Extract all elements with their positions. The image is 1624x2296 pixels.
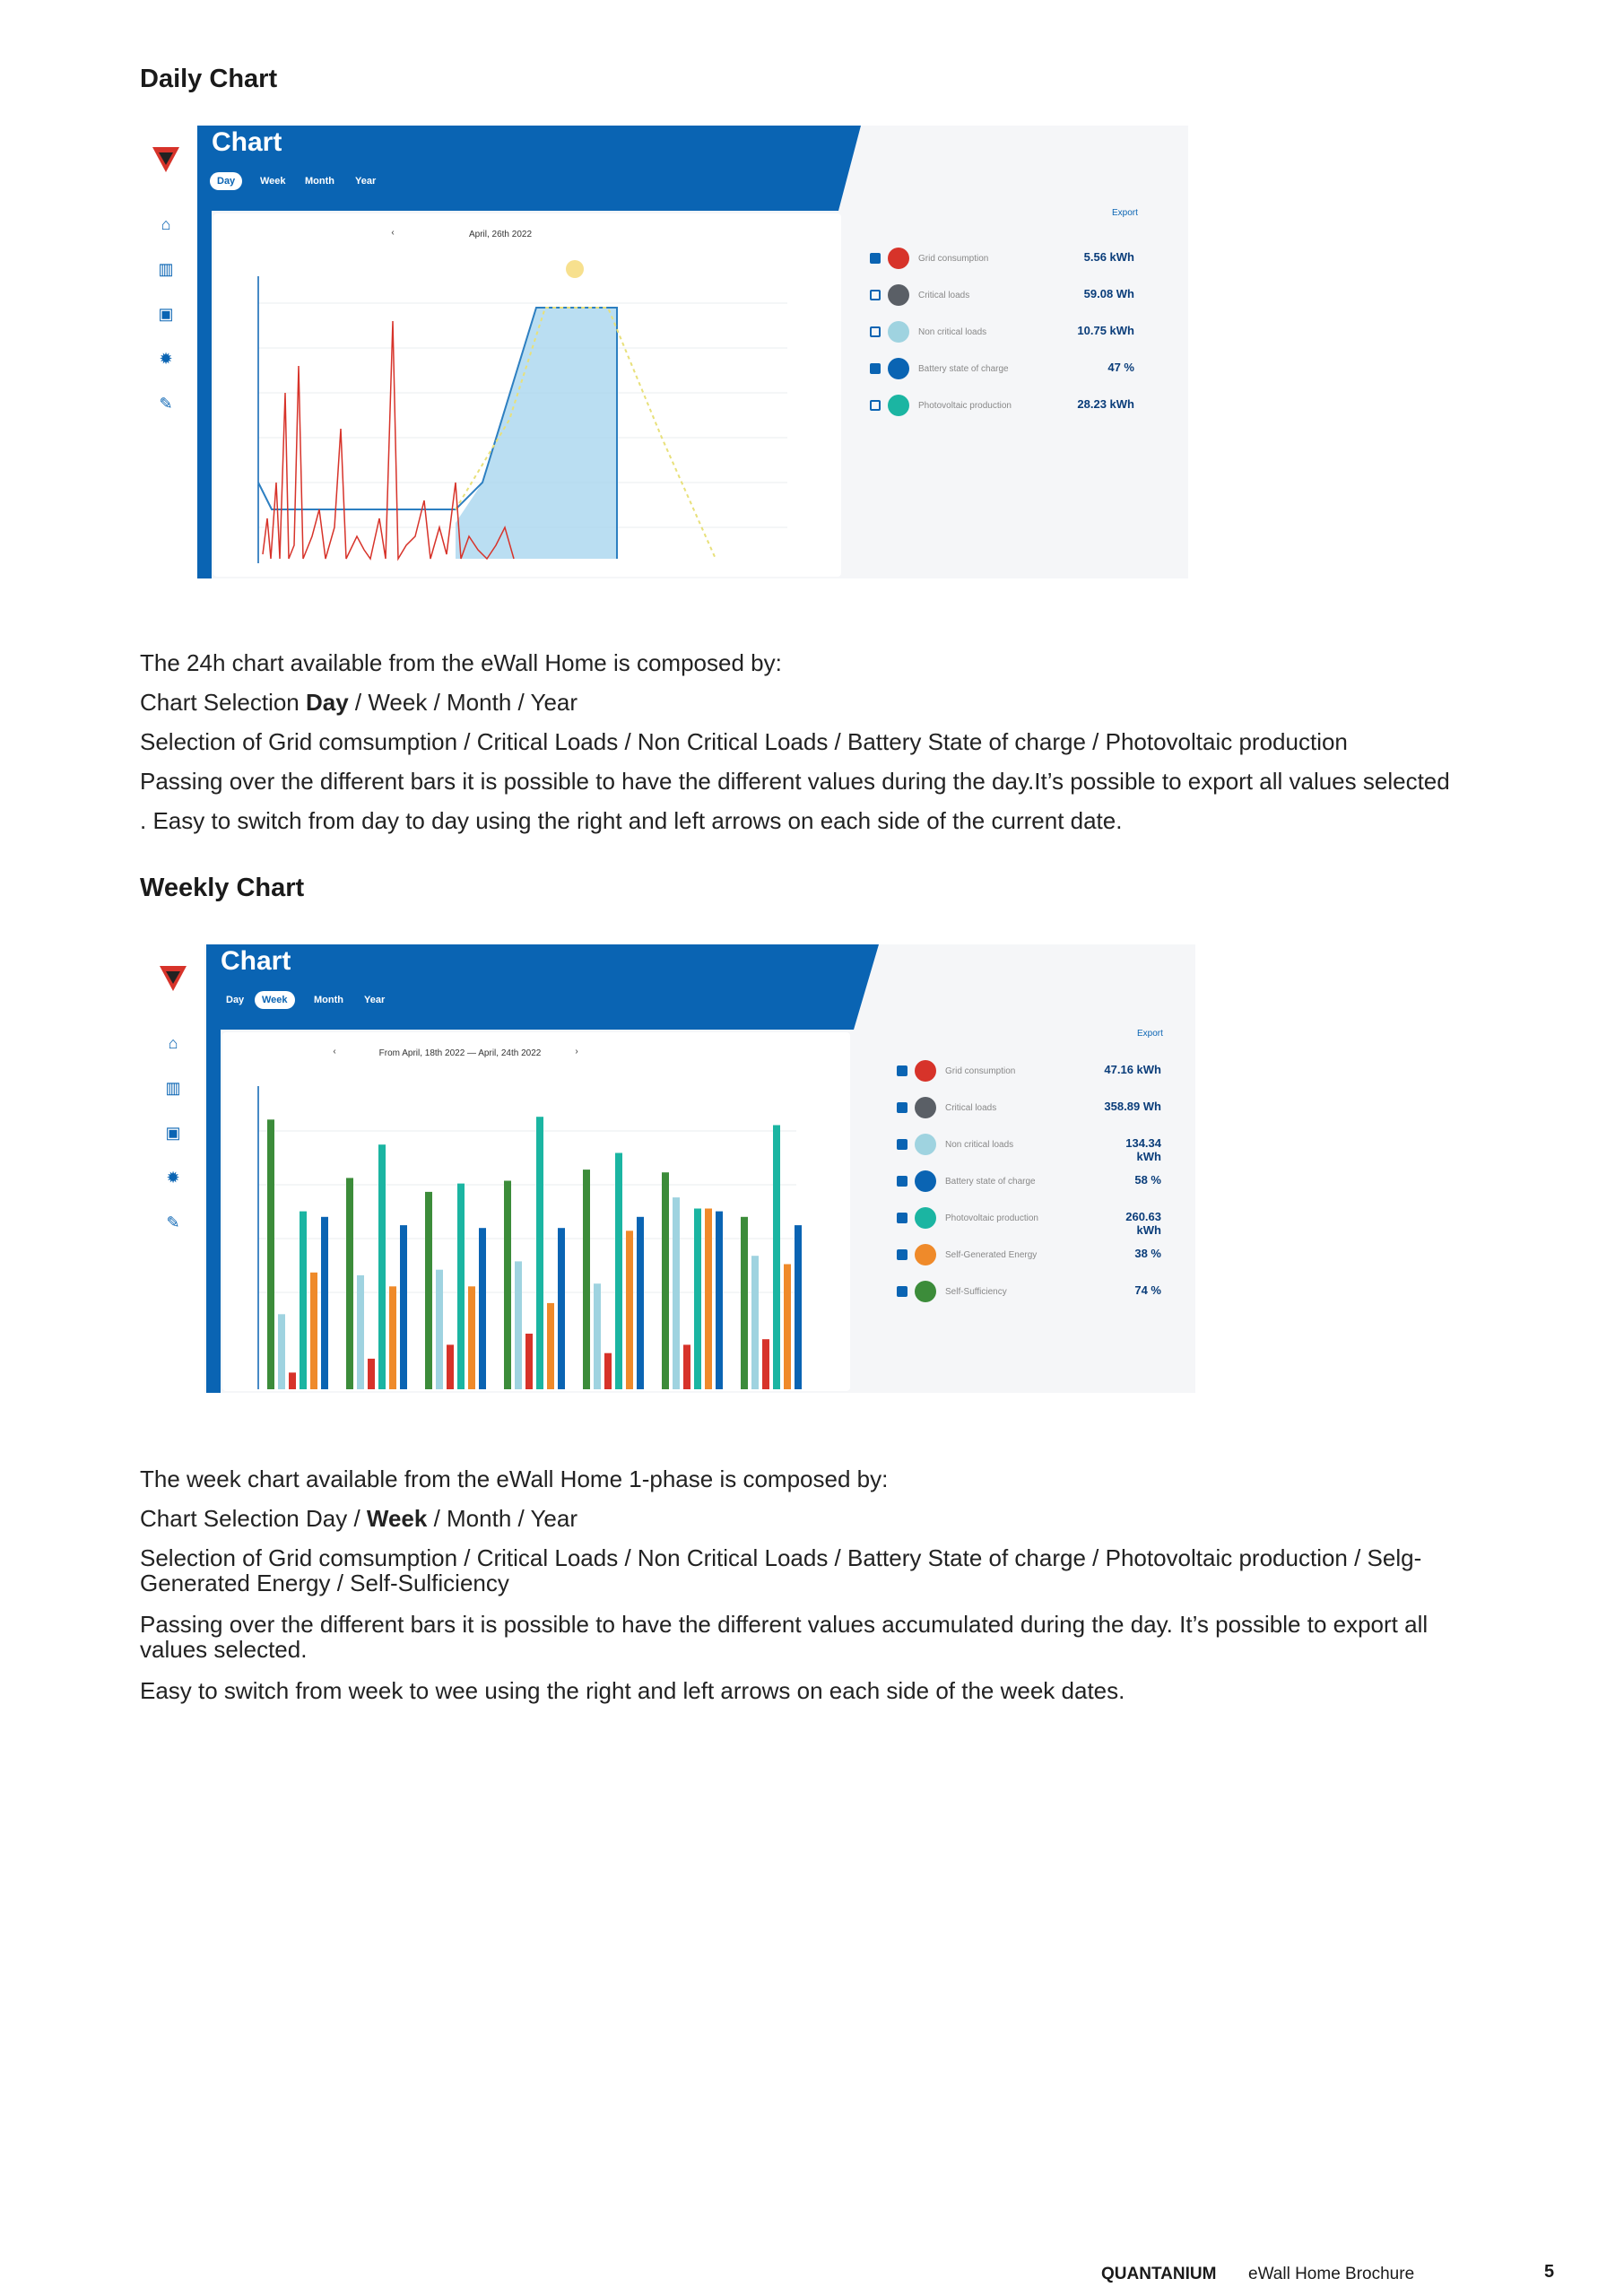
prev-week-arrow[interactable]: ‹: [333, 1047, 336, 1057]
calendar-icon[interactable]: ▣: [165, 1124, 181, 1142]
legend-series-icon: [915, 1281, 936, 1302]
bar[interactable]: [784, 1265, 791, 1390]
bar[interactable]: [400, 1225, 407, 1389]
legend-checkbox[interactable]: [897, 1286, 908, 1297]
daily-intro: The 24h chart available from the eWall Home is composed by:: [140, 649, 782, 676]
weekly-chart-heading: Weekly Chart: [140, 874, 305, 902]
legend-checkbox[interactable]: [870, 290, 881, 300]
battery-area: [456, 308, 617, 559]
legend-series-icon: [888, 321, 909, 343]
footer-title: eWall Home Brochure: [1248, 2265, 1415, 2283]
bar[interactable]: [683, 1344, 690, 1389]
legend-checkbox[interactable]: [870, 326, 881, 337]
legend-value: 10.75 kWh: [1077, 324, 1134, 337]
legend-label: Critical loads: [945, 1102, 997, 1113]
legend-series-icon: [888, 248, 909, 269]
legend-value: 47 %: [1107, 361, 1134, 374]
bar[interactable]: [479, 1228, 486, 1389]
daily-selection-types: Selection of Grid comsumption / Critical Loads / Non Critical Loads / Battery State of charge / Photovoltaic production: [140, 728, 1348, 755]
legend-value: 58 %: [1134, 1173, 1161, 1187]
legend-series-icon: [915, 1060, 936, 1082]
legend-value: 358.89 Wh: [1104, 1100, 1161, 1113]
bar[interactable]: [626, 1231, 633, 1389]
legend-item[interactable]: [870, 283, 1098, 307]
bar[interactable]: [795, 1225, 802, 1389]
legend-item[interactable]: [870, 247, 1098, 270]
screen-title: Chart: [221, 946, 291, 976]
bar[interactable]: [289, 1372, 296, 1389]
tab-week[interactable]: Week: [255, 991, 295, 1009]
daily-passing: Passing over the different bars it is possible to have the different values during the day.It’s possible to export all values selected: [140, 768, 1450, 795]
legend-label: Non critical loads: [945, 1139, 1014, 1150]
daily-selection-line: Chart Selection Day / Week / Month / Year: [140, 689, 578, 716]
weekly-plot-area: [222, 1032, 850, 1391]
bar[interactable]: [662, 1172, 669, 1389]
tab-day[interactable]: Day: [226, 995, 245, 1005]
tab-day[interactable]: Day: [210, 172, 242, 190]
sidebar: [142, 944, 204, 1393]
legend-checkbox[interactable]: [897, 1102, 908, 1113]
bar[interactable]: [705, 1209, 712, 1390]
bar[interactable]: [773, 1126, 780, 1390]
bar[interactable]: [762, 1339, 769, 1389]
weekly-selection-line: Chart Selection Day / Week / Month / Year: [140, 1505, 578, 1532]
tab-year[interactable]: Year: [355, 176, 377, 187]
legend-item[interactable]: [897, 1096, 1125, 1119]
bar[interactable]: [716, 1212, 723, 1389]
home-icon[interactable]: ⌂: [161, 215, 171, 233]
prev-day-arrow[interactable]: ‹: [391, 228, 395, 238]
bar[interactable]: [547, 1303, 554, 1389]
weekly-selection-types: Selection of Grid comsumption / Critical Loads / Non Critical Loads / Battery State of charge / Photovoltaic production / Selg-Generated Energy / Self-Sulficiency: [140, 1544, 1422, 1596]
bar[interactable]: [694, 1209, 701, 1390]
legend-item[interactable]: [870, 357, 1098, 380]
tools-icon[interactable]: ✎: [166, 1213, 180, 1231]
legend-value: 134.34 kWh: [1125, 1136, 1161, 1163]
bar[interactable]: [515, 1261, 522, 1389]
legend-label: Grid consumption: [945, 1065, 1016, 1076]
legend-series-icon: [915, 1244, 936, 1265]
legend-series-icon: [915, 1207, 936, 1229]
bar[interactable]: [368, 1359, 375, 1389]
week-range[interactable]: From April, 18th 2022 — April, 24th 2022: [378, 1048, 542, 1058]
legend-checkbox[interactable]: [870, 253, 881, 264]
next-week-arrow[interactable]: ›: [575, 1047, 578, 1057]
export-button[interactable]: Export: [1112, 208, 1138, 218]
bar[interactable]: [583, 1170, 590, 1389]
bar[interactable]: [457, 1184, 465, 1389]
legend-checkbox[interactable]: [897, 1213, 908, 1223]
bar[interactable]: [278, 1314, 285, 1389]
weekly-bar-chart: [222, 1032, 850, 1391]
legend-label: Photovoltaic production: [918, 400, 1012, 411]
sun-icon: [566, 260, 584, 278]
legend-label: Grid consumption: [918, 253, 989, 264]
bar[interactable]: [378, 1144, 386, 1389]
page-number: 5: [1544, 2262, 1555, 2282]
legend-item[interactable]: [897, 1170, 1125, 1193]
home-icon[interactable]: ⌂: [168, 1034, 178, 1052]
weekly-switch: Easy to switch from week to wee using the right and left arrows on each side of the week dates.: [140, 1677, 1125, 1704]
legend-checkbox[interactable]: [897, 1176, 908, 1187]
bar[interactable]: [525, 1334, 533, 1389]
legend-series-icon: [915, 1134, 936, 1155]
legend-series-icon: [915, 1097, 936, 1118]
legend-checkbox[interactable]: [870, 400, 881, 411]
legend-checkbox[interactable]: [897, 1139, 908, 1150]
legend-checkbox[interactable]: [897, 1249, 908, 1260]
legend-label: Photovoltaic production: [945, 1213, 1038, 1223]
brand-logo-icon: [151, 144, 181, 174]
bar[interactable]: [594, 1283, 601, 1389]
legend-checkbox[interactable]: [870, 363, 881, 374]
daily-chart-heading: Daily Chart: [140, 65, 278, 93]
legend-item[interactable]: [870, 320, 1098, 344]
bar[interactable]: [741, 1217, 748, 1389]
legend-label: Non critical loads: [918, 326, 987, 337]
export-button[interactable]: Export: [1137, 1029, 1163, 1039]
legend-item[interactable]: [897, 1243, 1125, 1266]
footer-brand: QUANTANIUM: [1101, 2265, 1217, 2283]
bar[interactable]: [436, 1270, 443, 1389]
gear-icon[interactable]: ✹: [159, 350, 173, 368]
legend-label: Self-Generated Energy: [945, 1249, 1038, 1260]
brand-logo-icon: [158, 962, 188, 993]
current-date[interactable]: April, 26th 2022: [468, 230, 533, 239]
tab-year[interactable]: Year: [364, 995, 386, 1005]
legend-value: 47.16 kWh: [1104, 1063, 1161, 1076]
legend-value: 5.56 kWh: [1083, 250, 1134, 264]
legend-item[interactable]: [897, 1059, 1125, 1083]
bar[interactable]: [300, 1212, 307, 1389]
bar[interactable]: [346, 1178, 353, 1389]
legend-label: Battery state of charge: [918, 363, 1009, 374]
bar[interactable]: [425, 1192, 432, 1389]
legend-label: Self-Sufficiency: [945, 1286, 1007, 1297]
gear-icon[interactable]: ✹: [166, 1169, 180, 1187]
bar[interactable]: [751, 1256, 759, 1389]
legend-label: Battery state of charge: [945, 1176, 1036, 1187]
legend-value: 38 %: [1134, 1247, 1161, 1260]
legend-series-icon: [915, 1170, 936, 1192]
bar[interactable]: [357, 1275, 364, 1389]
tab-month[interactable]: Month: [314, 995, 343, 1005]
legend-item[interactable]: [897, 1280, 1125, 1303]
daily-chart-svg: [213, 213, 841, 577]
tools-icon[interactable]: ✎: [159, 395, 173, 413]
daily-switch: . Easy to switch from day to day using the right and left arrows on each side of the current date.: [140, 807, 1123, 834]
bar[interactable]: [468, 1286, 475, 1389]
bar[interactable]: [310, 1273, 317, 1389]
sidebar: [135, 126, 197, 578]
legend-label: Critical loads: [918, 290, 970, 300]
weekly-intro: The week chart available from the eWall Home 1-phase is composed by:: [140, 1465, 889, 1492]
bar[interactable]: [615, 1153, 622, 1390]
legend-checkbox[interactable]: [897, 1065, 908, 1076]
legend-value: 28.23 kWh: [1077, 397, 1134, 411]
legend-item[interactable]: [897, 1206, 1125, 1230]
legend-series-icon: [888, 395, 909, 416]
weekly-passing: Passing over the different bars it is possible to have the different values accumulated during the day. It’s possible to export all values selected.: [140, 1611, 1429, 1663]
legend-value: 74 %: [1134, 1283, 1161, 1297]
legend-value: 59.08 Wh: [1083, 287, 1134, 300]
legend-item[interactable]: [897, 1133, 1125, 1156]
bar[interactable]: [558, 1228, 565, 1389]
bar[interactable]: [447, 1344, 454, 1389]
bar[interactable]: [267, 1119, 274, 1389]
legend-value: 260.63 kWh: [1125, 1210, 1161, 1237]
calendar-icon[interactable]: ▣: [158, 305, 174, 323]
chart-icon[interactable]: ▥: [158, 260, 174, 278]
daily-chart-screenshot: [135, 126, 1188, 578]
tab-month[interactable]: Month: [305, 176, 334, 187]
tab-week[interactable]: Week: [260, 176, 286, 187]
legend-series-icon: [888, 358, 909, 379]
screen-title: Chart: [212, 127, 282, 157]
bar[interactable]: [536, 1117, 543, 1389]
weekly-chart-screenshot: [142, 944, 1195, 1393]
bar[interactable]: [637, 1217, 644, 1389]
legend-item[interactable]: [870, 394, 1098, 417]
daily-plot-area: [213, 213, 841, 577]
bar[interactable]: [389, 1286, 396, 1389]
bar[interactable]: [321, 1217, 328, 1389]
legend-series-icon: [888, 284, 909, 306]
bar[interactable]: [504, 1181, 511, 1390]
bar[interactable]: [604, 1353, 612, 1389]
chart-icon[interactable]: ▥: [165, 1079, 181, 1097]
bar[interactable]: [673, 1197, 680, 1389]
